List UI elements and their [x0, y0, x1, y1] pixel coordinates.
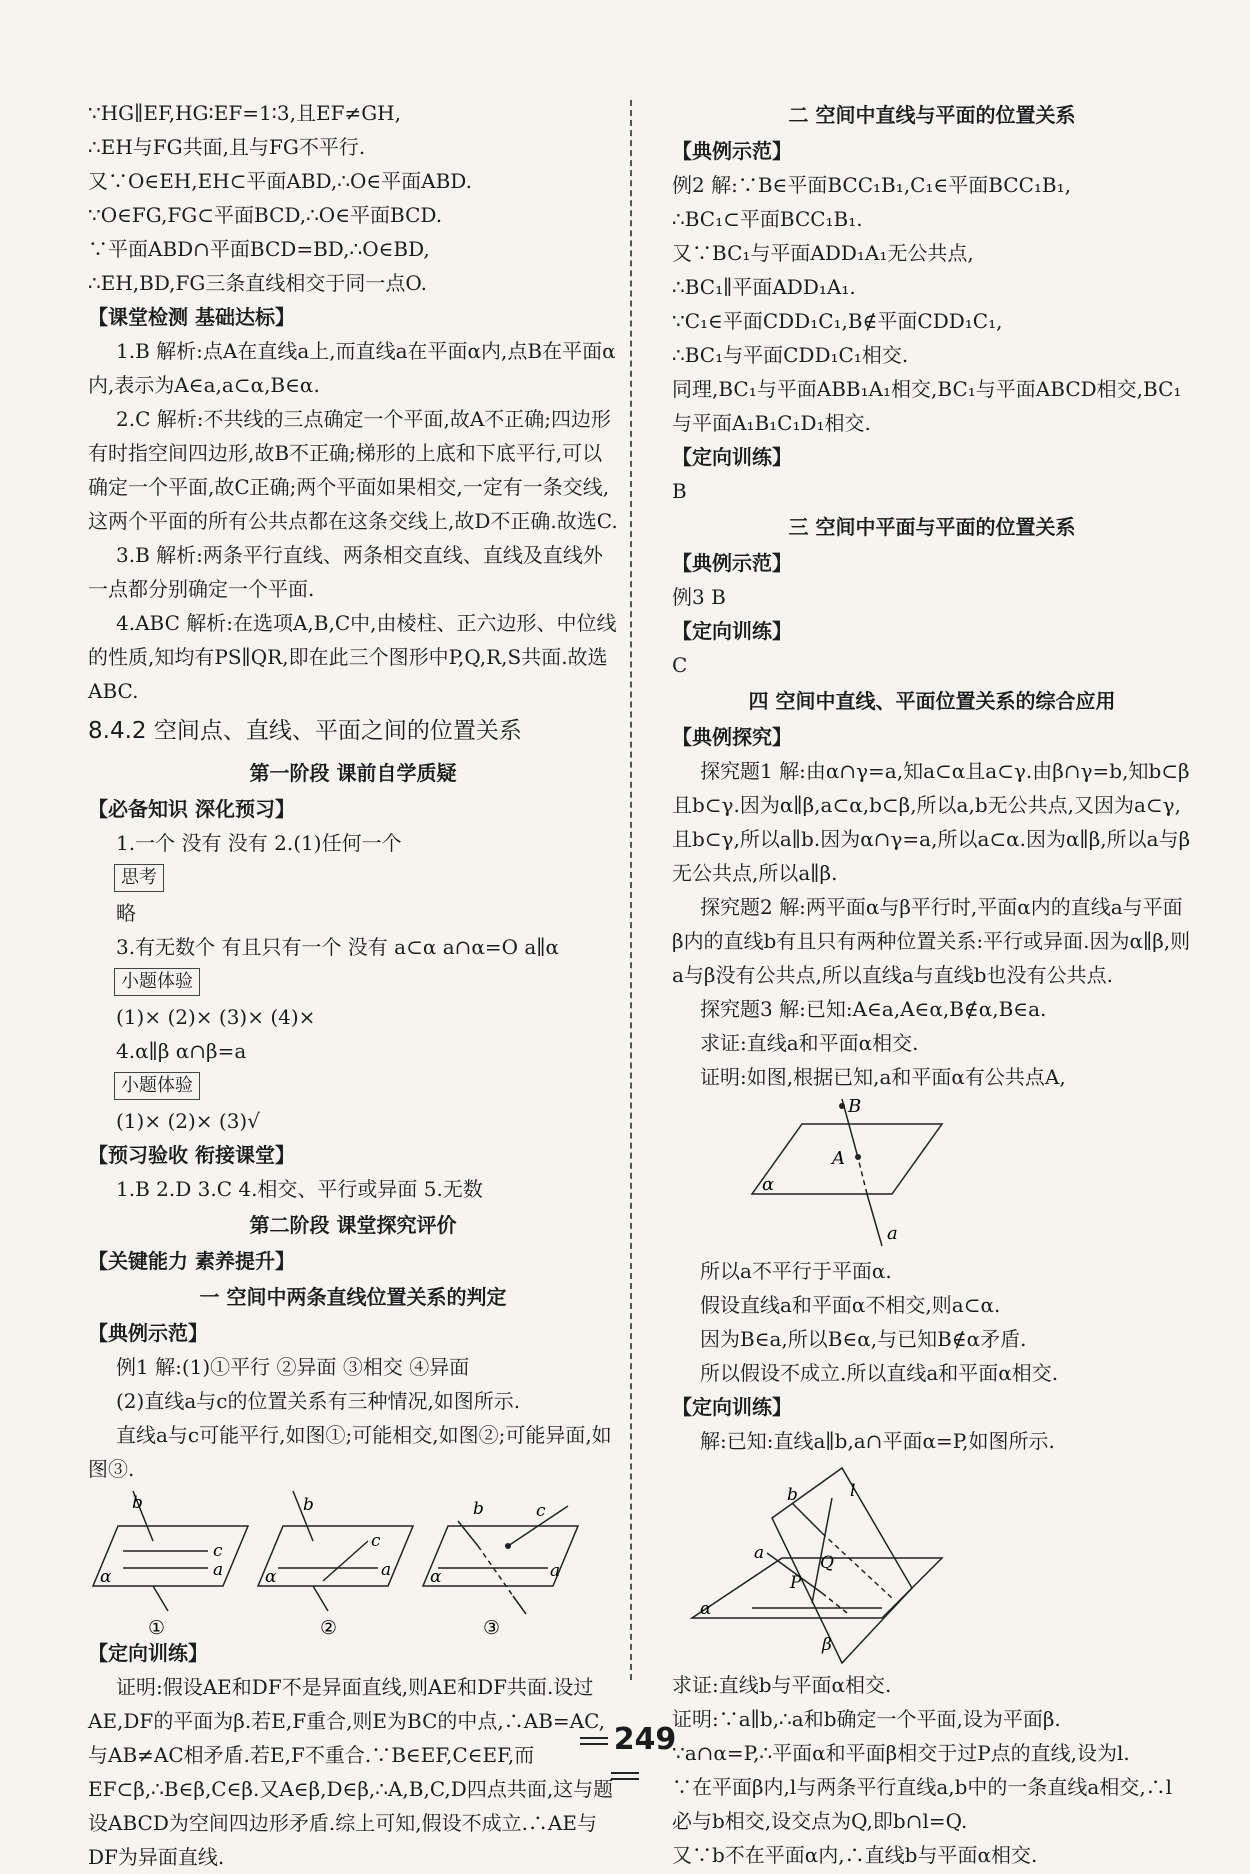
- fig1-panel-2: [258, 1491, 413, 1611]
- paragraph: 4.α∥β α∩β=a: [116, 1039, 247, 1063]
- fig3-label: b: [787, 1485, 798, 1505]
- section-heading: 第一阶段 课前自学质疑: [249, 761, 457, 785]
- fig3-label: α: [700, 1599, 712, 1619]
- paragraph: 1.B 2.D 3.C 4.相交、平行或异面 5.无数: [116, 1177, 483, 1201]
- box-label: 小题体验: [114, 968, 200, 996]
- fig1-panel-1: [93, 1491, 248, 1611]
- paragraph: ∴BC₁∥平面ADD₁A₁.: [672, 275, 856, 299]
- section-tag: 【典例示范】: [88, 1321, 208, 1345]
- paragraph: (2)直线a与c的位置关系有三种情况,如图所示.: [116, 1389, 521, 1413]
- paragraph: 又∵BC₁与平面ADD₁A₁无公共点,: [672, 241, 974, 265]
- paragraph: 例1 解:(1)①平行 ②异面 ③相交 ④异面: [116, 1355, 470, 1379]
- fig1-label: a: [550, 1561, 561, 1581]
- paragraph: 1.B 解析:点A在直线a上,而直线a在平面α内,点B在平面α内,表示为A∈a,a⊂α,B∈α.: [88, 339, 616, 397]
- section-tag: 【定向训练】: [672, 619, 792, 643]
- paragraph: 2.C 解析:不共线的三点确定一个平面,故A不正确;四边形有时指空间四边形,故B不正确;梯形的上底和下底平行,可以确定一个平面,故C正确;两个平面如果相交,一定有一条交线,这两个平面的所有公共点都在这条交线上,故D不正确.故选C.: [88, 407, 618, 533]
- paragraph: ∵平面ABD∩平面BCD=BD,∴O∈BD,: [88, 237, 430, 261]
- section-tag: 【典例示范】: [672, 551, 792, 575]
- fig2-label: a: [887, 1223, 898, 1244]
- paragraph: ∴EH与FG共面,且与FG不平行.: [88, 135, 366, 159]
- fig1-label: α: [100, 1567, 112, 1587]
- column-divider: [630, 100, 632, 1680]
- lesson-title: 8.4.2 空间点、直线、平面之间的位置关系: [88, 718, 522, 744]
- paragraph: 求证:直线a和平面α相交.: [700, 1031, 919, 1055]
- paragraph: ∵C₁∈平面CDD₁C₁,B∉平面CDD₁C₁,: [672, 309, 1003, 333]
- box-label-row: [88, 1068, 618, 1104]
- section-tag: 【典例示范】: [672, 139, 792, 163]
- section-tag: 【定向训练】: [88, 1641, 208, 1665]
- fig3-label: Q: [820, 1553, 834, 1573]
- box-label: 小题体验: [114, 1072, 200, 1100]
- section-heading: 四 空间中直线、平面位置关系的综合应用: [748, 689, 1116, 713]
- paragraph: ∵a∩α=P,∴平面α和平面β相交于过P点的直线,设为l.: [672, 1741, 1130, 1765]
- fig3-label: β: [822, 1635, 832, 1655]
- section-tag: 【关键能力 素养提升】: [88, 1249, 295, 1273]
- fig1-caption: ③: [483, 1617, 501, 1636]
- page-number: [560, 1722, 690, 1792]
- section-tag: 【课堂检测 基础达标】: [88, 305, 295, 329]
- paragraph: 所以a不平行于平面α.: [700, 1259, 892, 1283]
- section-tag: 【预习验收 衔接课堂】: [88, 1143, 295, 1167]
- fig3-label: l: [850, 1481, 856, 1501]
- paragraph: 证明:∵a∥b,∴a和b确定一个平面,设为平面β.: [672, 1707, 1061, 1731]
- box-label-row: [88, 860, 618, 896]
- figure-line-plane: [682, 1094, 1182, 1254]
- fig2-label: B: [848, 1096, 862, 1117]
- paragraph: 4.ABC 解析:在选项A,B,C中,由棱柱、正六边形、中位线的性质,知均有PS∥QR,即在此三个图形中P,Q,R,S共面.故选ABC.: [88, 611, 617, 703]
- paragraph: ∴BC₁⊂平面BCC₁B₁.: [672, 207, 863, 231]
- fig1-label: a: [381, 1560, 392, 1580]
- fig1-label: c: [371, 1531, 381, 1551]
- fig3-label: P: [790, 1573, 802, 1593]
- paragraph: 略: [116, 901, 136, 925]
- paragraph: 证明:如图,根据已知,a和平面α有公共点A,: [700, 1065, 1066, 1089]
- fig1-caption: ②: [320, 1617, 338, 1636]
- fig1-label: a: [213, 1560, 224, 1580]
- page-number-rule-left: [580, 1737, 608, 1745]
- page-number-text: 249: [613, 1722, 677, 1757]
- paragraph: 3.有无数个 有且只有一个 没有 a⊂α a∩α=O a∥α: [116, 935, 560, 959]
- figure-line-positions: [88, 1486, 588, 1636]
- section-tag: 【必备知识 深化预习】: [88, 797, 295, 821]
- figure-parallel-lines-plane: [672, 1458, 1172, 1668]
- section-tag: 【定向训练】: [672, 445, 792, 469]
- section-heading: 二 空间中直线与平面的位置关系: [788, 103, 1076, 127]
- box-label: 思考: [114, 864, 164, 892]
- box-label-row: [88, 964, 618, 1000]
- fig1-label: α: [265, 1567, 277, 1587]
- paragraph: B: [672, 479, 687, 503]
- paragraph: ∴EH,BD,FG三条直线相交于同一点O.: [88, 271, 427, 295]
- paragraph: 又∵O∈EH,EH⊂平面ABD,∴O∈平面ABD.: [88, 169, 472, 193]
- paragraph: 解:已知:直线a∥b,a∩平面α=P,如图所示.: [700, 1429, 1055, 1453]
- fig2-label: A: [832, 1148, 845, 1169]
- paragraph: 探究题3 解:已知:A∈a,A∈α,B∉α,B∈a.: [700, 997, 1047, 1021]
- paragraph: 假设直线a和平面α不相交,则a⊂α.: [700, 1293, 1001, 1317]
- paragraph: 同理,BC₁与平面ABB₁A₁相交,BC₁与平面ABCD相交,BC₁与平面A₁B₁C₁D₁相交.: [672, 377, 1182, 435]
- fig2-label: α: [762, 1174, 775, 1195]
- paragraph: (1)× (2)× (3)× (4)×: [116, 1005, 316, 1029]
- paragraph: ∵HG∥EF,HG∶EF=1∶3,且EF≠GH,: [88, 101, 401, 125]
- paragraph: 1.一个 没有 没有 2.(1)任何一个: [116, 831, 402, 855]
- paragraph: 例3 B: [672, 585, 726, 609]
- fig1-caption: ①: [148, 1617, 166, 1636]
- paragraph: ∵O∈FG,FG⊂平面BCD,∴O∈平面BCD.: [88, 203, 443, 227]
- right-column: [672, 96, 1192, 1872]
- section-tag: 【典例探究】: [672, 725, 792, 749]
- paragraph: 因为B∈a,所以B∈α,与已知B∉α矛盾.: [700, 1327, 1027, 1351]
- section-heading: 第二阶段 课堂探究评价: [249, 1213, 457, 1237]
- paragraph: 又∵b不在平面α内,∴直线b与平面α相交.: [672, 1843, 1038, 1867]
- fig3-label: a: [754, 1543, 765, 1563]
- paragraph: 证明:假设AE和DF不是异面直线,则AE和DF共面.设过AE,DF的平面为β.若E,F重合,则E为BC的中点,∴AB=AC,与AB≠AC相矛盾.若E,F不重合.∵B∈EF,C∈EF,而EF⊂β,∴B∈β,C∈β.又A∈β,D∈β,∴A,B,C,D四点共面,这与题设ABCD为空间四边形矛盾.综上可知,假设不成立.∴AE与DF为异面直线.: [88, 1675, 614, 1869]
- paragraph: 直线a与c可能平行,如图①;可能相交,如图②;可能异面,如图③.: [88, 1423, 612, 1481]
- paragraph: (1)× (2)× (3)√: [116, 1109, 260, 1133]
- paragraph: 求证:直线b与平面α相交.: [672, 1673, 892, 1697]
- paragraph: 探究题2 解:两平面α与β平行时,平面α内的直线a与平面β内的直线b有且只有两种位置关系:平行或异面.因为α∥β,则a与β没有公共点,所以直线a与直线b也没有公共点.: [672, 895, 1191, 987]
- fig1-label: b: [132, 1493, 143, 1513]
- fig1-label: b: [473, 1499, 484, 1519]
- paragraph: 所以假设不成立.所以直线a和平面α相交.: [700, 1361, 1059, 1385]
- fig1-label: α: [430, 1567, 442, 1587]
- paragraph: ∴BC₁与平面CDD₁C₁相交.: [672, 343, 909, 367]
- fig1-label: c: [213, 1541, 223, 1561]
- paragraph: 3.B 解析:两条平行直线、两条相交直线、直线及直线外一点都分别确定一个平面.: [88, 543, 603, 601]
- paragraph: 探究题1 解:由α∩γ=a,知a⊂α且a⊂γ.由β∩γ=b,知b⊂β且b⊂γ.因为α∥β,a⊂α,b⊂β,所以a,b无公共点,又因为a⊂γ,且b⊂γ,所以a∥b.因为α∩γ=a,所以a⊂α.因为α∥β,所以a与β无公共点,所以a∥β.: [672, 759, 1191, 885]
- paragraph: C: [672, 653, 688, 677]
- fig1-panel-3: [423, 1499, 578, 1614]
- section-heading: 三 空间中平面与平面的位置关系: [788, 515, 1076, 539]
- page-number-rule-right: [611, 1772, 639, 1780]
- fig1-label: c: [536, 1501, 546, 1521]
- section-tag: 【定向训练】: [672, 1395, 792, 1419]
- paragraph: 例2 解:∵B∈平面BCC₁B₁,C₁∈平面BCC₁B₁,: [672, 173, 1071, 197]
- left-column: [88, 96, 618, 1874]
- paragraph: ∵在平面β内,l与两条平行直线a,b中的一条直线a相交,∴l必与b相交,设交点为Q,即b∩l=Q.: [672, 1775, 1173, 1833]
- section-heading: 一 空间中两条直线位置关系的判定: [199, 1285, 507, 1309]
- fig1-label: b: [303, 1495, 314, 1515]
